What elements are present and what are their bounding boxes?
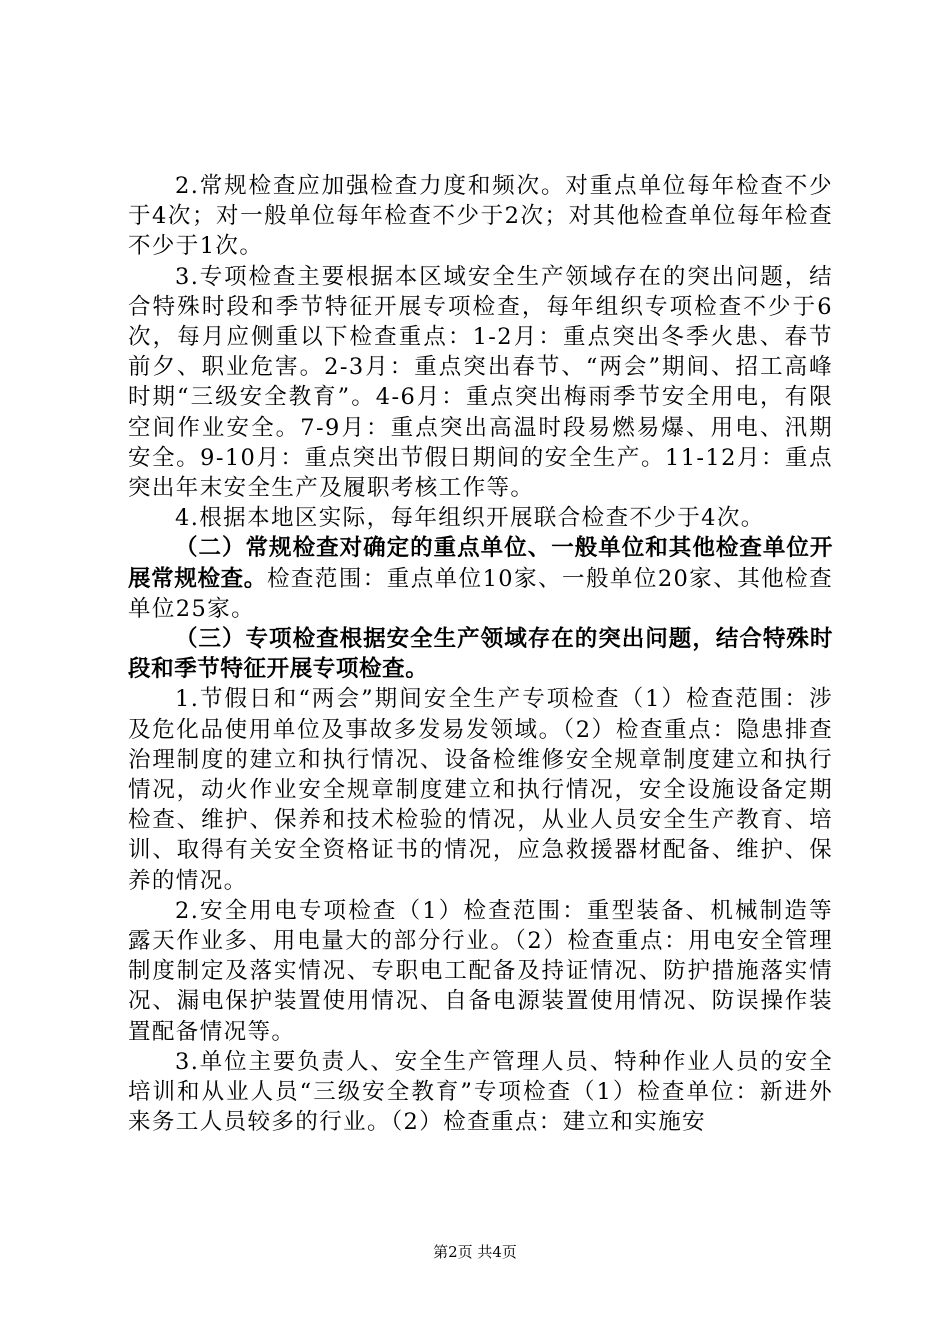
paragraph-text: 1.节假日和“两会”期间安全生产专项检查（1）检查范围：涉及危化品使用单位及事故多发易发领域。（2）检查重点：隐患排查治理制度的建立和执行情况、设备检维修安全规章制度建立和执行情况，动火作业安全规章制度建立和执行情况，安全设施设备定期检查、维护、保养和技术检验的情况，从业人员安全生产教育、培训、取得有关安全资格证书的情况，应急救援器材配备、维护、保养的情况。 [128, 686, 833, 894]
page-number-footer: 第2页 共4页 [433, 1243, 517, 1261]
paragraph-special-inspection-schedule [128, 262, 833, 504]
paragraph-text: 3.专项检查主要根据本区域安全生产领域存在的突出问题，结合特殊时段和季节特征开展专项检查，每年组织专项检查不少于6次，每月应侧重以下检查重点：1-2月：重点突出冬季火患、春节前夕、职业危害。2-3月：重点突出春节、“两会”期间、招工高峰时期“三级安全教育”。4-6月：重点突出梅雨季节安全用电，有限空间作业安全。7-9月：重点突出高温时段易燃易爆、用电、汛期安全。9-10月：重点突出节假日期间的安全生产。11-12月：重点突出年末安全生产及履职考核工作等。 [128, 263, 833, 502]
section-heading: （三）专项检查根据安全生产领域存在的突出问题，结合特殊时段和季节特征开展专项检查。 [128, 626, 833, 683]
section-heading: （二）常规检查对确定的重点单位、一般单位和其他检查单位开展常规检查。 [128, 535, 833, 592]
paragraph-text: 检查范围：重点单位10家、一般单位20家、其他检查单位25家。 [128, 565, 833, 622]
paragraph-holiday-inspection [128, 684, 833, 895]
paragraph-training-inspection [128, 1047, 833, 1138]
section-routine-inspection [128, 533, 833, 624]
paragraph-text: 4.根据本地区实际，每年组织开展联合检查不少于4次。 [175, 505, 765, 532]
section-special-inspection [128, 624, 833, 684]
paragraph-text: 2.常规检查应加强检查力度和频次。对重点单位每年检查不少于4次；对一般单位每年检查不少于2次；对其他检查单位每年检查不少于1次。 [128, 173, 833, 260]
paragraph-text: 3.单位主要负责人、安全生产管理人员、特种作业人员的安全培训和从业人员“三级安全教育”专项检查（1）检查单位：新进外来务工人员较多的行业。（2）检查重点：建立和实施安 [128, 1048, 833, 1136]
paragraph-joint-inspection [128, 503, 833, 533]
paragraph-text: 2.安全用电专项检查（1）检查范围：重型装备、机械制造等露天作业多、用电量大的部分行业。（2）检查重点：用电安全管理制度制定及落实情况、专职电工配备及持证情况、防护措施落实情况、漏电保护装置使用情况、自备电源装置使用情况、防误操作装置配备情况等。 [128, 897, 833, 1045]
document-body [128, 171, 833, 1138]
paragraph-routine-frequency [128, 171, 833, 262]
paragraph-electrical-inspection [128, 896, 833, 1047]
